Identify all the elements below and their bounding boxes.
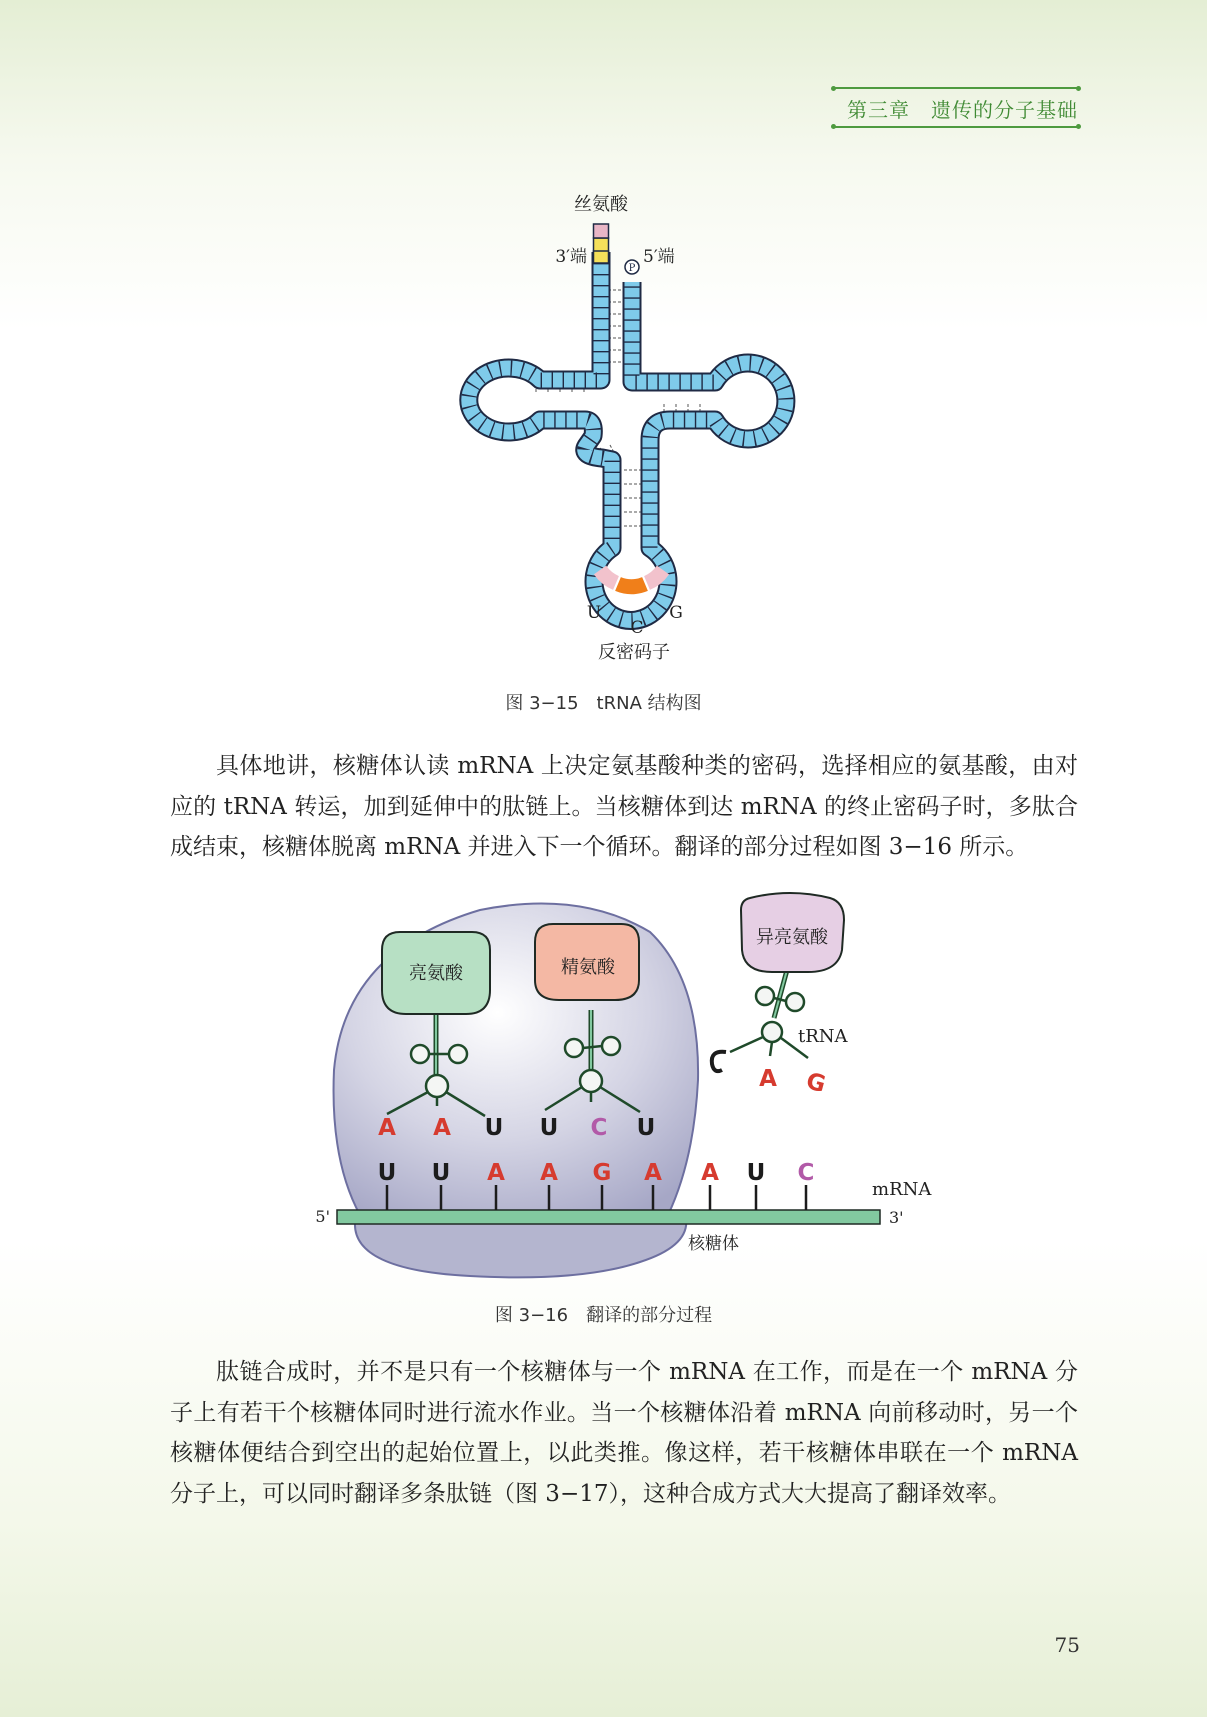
trna-structure-diagram	[469, 194, 786, 663]
page-number: 75	[1054, 1633, 1080, 1657]
anticodon-base-label: G	[669, 603, 683, 623]
mrna-codon-letter: A	[701, 1160, 719, 1186]
anticodon-letter: G	[803, 1068, 829, 1099]
mrna-codon-letter: C	[797, 1160, 815, 1186]
mrna-3-end-label: 3'	[889, 1208, 904, 1227]
trna-label: tRNA	[798, 1026, 848, 1047]
mrna-codons	[378, 1160, 815, 1186]
anticodon-letter: A	[759, 1066, 777, 1092]
figure-3-16-caption: 图 3−16 翻译的部分过程	[494, 1305, 713, 1326]
mrna-5-end-label: 5'	[315, 1207, 330, 1226]
anticodon-g	[647, 570, 663, 583]
mrna-codon-letter: A	[487, 1160, 505, 1186]
ribosome-small-subunit	[355, 1218, 686, 1277]
amino-acid-label: 丝氨酸	[574, 194, 628, 215]
chapter-title: 第三章 遗传的分子基础	[847, 98, 1078, 122]
translation-diagram	[315, 893, 932, 1277]
mrna-label: mRNA	[872, 1179, 932, 1200]
anticodon-base-label: C	[630, 618, 644, 638]
mrna-codon-letter: G	[592, 1160, 612, 1186]
anticodon-label: 反密码子	[598, 642, 670, 663]
anticodon-c	[618, 584, 645, 587]
anticodon-letter: U	[539, 1115, 559, 1141]
amino-acid-name: 亮氨酸	[409, 963, 463, 984]
serine-amino-acid-block	[594, 224, 609, 238]
anticodon-letter: U	[484, 1115, 504, 1141]
anticodon-letter: A	[378, 1115, 396, 1141]
trna-3-end-nucleotide	[594, 238, 609, 252]
anticodon-u	[600, 570, 616, 583]
mrna-codon-letter: A	[644, 1160, 662, 1186]
ribosome-label: 核糖体	[688, 1234, 739, 1254]
mrna-codon-letter: A	[540, 1160, 558, 1186]
anticodon-letter: C	[590, 1115, 608, 1141]
anticodon-letter: A	[433, 1115, 451, 1141]
anticodon-u-rotated	[712, 1052, 726, 1071]
trna-3-end-nucleotide	[594, 251, 609, 263]
phosphate-label: P	[628, 263, 636, 274]
mrna-codon-letter: U	[431, 1160, 451, 1186]
mrna-codon-letter: U	[746, 1160, 766, 1186]
mrna-codon-letter: U	[377, 1160, 397, 1186]
amino-acid-name: 精氨酸	[561, 957, 615, 978]
trna-isoleucine	[712, 893, 849, 1098]
anticodon-base-label: U	[586, 603, 602, 623]
five-prime-end-label: 5′端	[643, 247, 675, 267]
anticodon-letter: U	[636, 1115, 656, 1141]
three-prime-end-label: 3′端	[555, 247, 587, 267]
mrna-strand	[337, 1210, 880, 1224]
body-paragraph: 肽链合成时，并不是只有一个核糖体与一个 mRNA 在工作，而是在一个 mRNA 分子上有若干个核糖体同时进行流水作业。当一个核糖体沿着 mRNA 向前移动时，另一个核糖体便结合到空出的起始位置上，以此类推。像这样，若干核糖体串联在一个 mRNA 分子上，可以同时翻译多条肽链（图 3−17），这种合成方式大大提高了翻译效率。	[170, 1359, 1078, 1507]
amino-acid-name: 异亮氨酸	[756, 927, 828, 948]
figure-3-15-caption: 图 3−15 tRNA 结构图	[505, 693, 702, 714]
body-paragraph: 具体地讲，核糖体认读 mRNA 上决定氨基酸种类的密码，选择相应的氨基酸，由对应的 tRNA 转运，加到延伸中的肽链上。当核糖体到达 mRNA 的终止密码子时，多肽合成结束，核糖体脱离 mRNA 并进入下一个循环。翻译的部分过程如图 3−16 所示。	[170, 753, 1078, 860]
